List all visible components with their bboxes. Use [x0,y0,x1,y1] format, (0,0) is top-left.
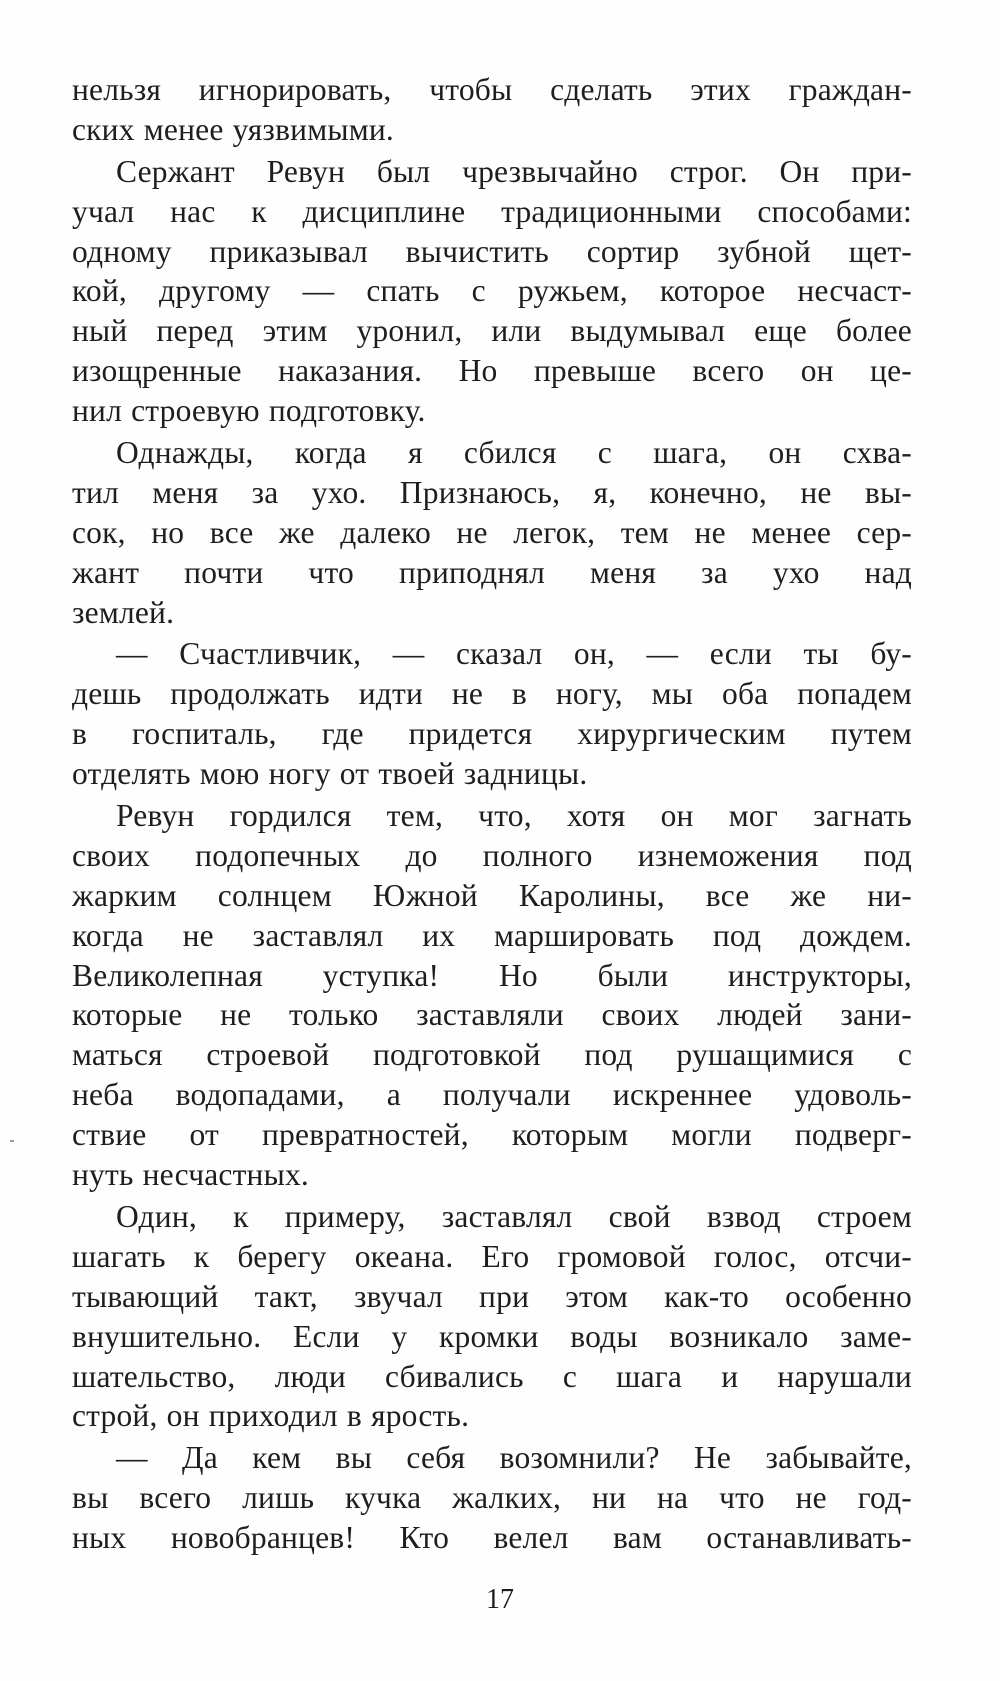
text-line: землей. [72,594,175,630]
text-line: — Да кем вы себя возомнили? Не забывайте, [116,1440,912,1476]
text-line: ских менее уязвимыми. [72,111,394,147]
text-line: — Счастливчик, — сказал он, — если ты бу- [116,636,912,672]
text-line: ных новобранцев! Кто велел вам останавливать- [72,1520,912,1556]
text-line: учал нас к дисциплине традиционными способами: [72,193,912,229]
text-line: Один, к примеру, заставлял свой взвод строем [116,1198,912,1234]
text-line: Великолепная уступка! Но были инструкторы, [72,957,912,993]
text-line: строй, он приходил в ярость. [72,1398,470,1434]
text-line: жарким солнцем Южной Каролины, все же ни- [72,877,912,913]
text-line: сок, но все же далеко не легок, тем не менее сер- [72,514,912,550]
scan-speck [10,1140,14,1142]
text-line: неба водопадами, а получали искреннее удоволь- [72,1077,912,1113]
text-line: шагать к берегу океана. Его громовой голос, отсчи- [72,1238,912,1274]
page-body-text [72,70,912,1558]
text-line: ный перед этим уронил, или выдумывал еще более [72,313,912,349]
text-line: отделять мою ногу от твоей задницы. [72,756,588,792]
text-line: которые не только заставляли своих людей зани- [72,997,912,1033]
text-line: маться строевой подготовкой под рушащимися с [72,1037,912,1073]
text-line: ствие от превратностей, которым могли подверг- [72,1117,912,1153]
page-number: 17 [486,1584,514,1615]
text-line: дешь продолжать идти не в ногу, мы оба попадем [72,676,912,712]
text-line: нельзя игнорировать, чтобы сделать этих граждан- [72,72,912,107]
text-line: тил меня за ухо. Признаюсь, я, конечно, не вы- [72,474,912,510]
text-line: нил строевую подготовку. [72,393,426,429]
text-line: Однажды, когда я сбился с шага, он схва- [116,435,912,471]
text-line: вы всего лишь кучка жалких, ни на что не год- [72,1480,912,1516]
text-line: жант почти что приподнял меня за ухо над [72,554,912,590]
text-line: нуть несчастных. [72,1157,310,1193]
text-line: кой, другому — спать с ружьем, которое несчаст- [72,273,912,309]
text-line: своих подопечных до полного изнеможения под [72,837,912,873]
text-line: одному приказывал вычистить сортир зубной щет- [72,233,912,269]
text-line: Сержант Ревун был чрезвычайно строг. Он при- [116,153,912,189]
text-line: изощренные наказания. Но превыше всего он це- [72,353,912,389]
text-line: шательство, люди сбивались с шага и нарушали [72,1358,912,1394]
text-line: внушительно. Если у кромки воды возникало заме- [72,1318,912,1354]
text-line: Ревун гордился тем, что, хотя он мог загнать [116,798,912,834]
text-line: когда не заставлял их маршировать под дождем. [72,917,912,953]
text-line: тывающий такт, звучал при этом как-то особенно [72,1278,912,1314]
text-line: в госпиталь, где придется хирургическим путем [72,716,912,752]
